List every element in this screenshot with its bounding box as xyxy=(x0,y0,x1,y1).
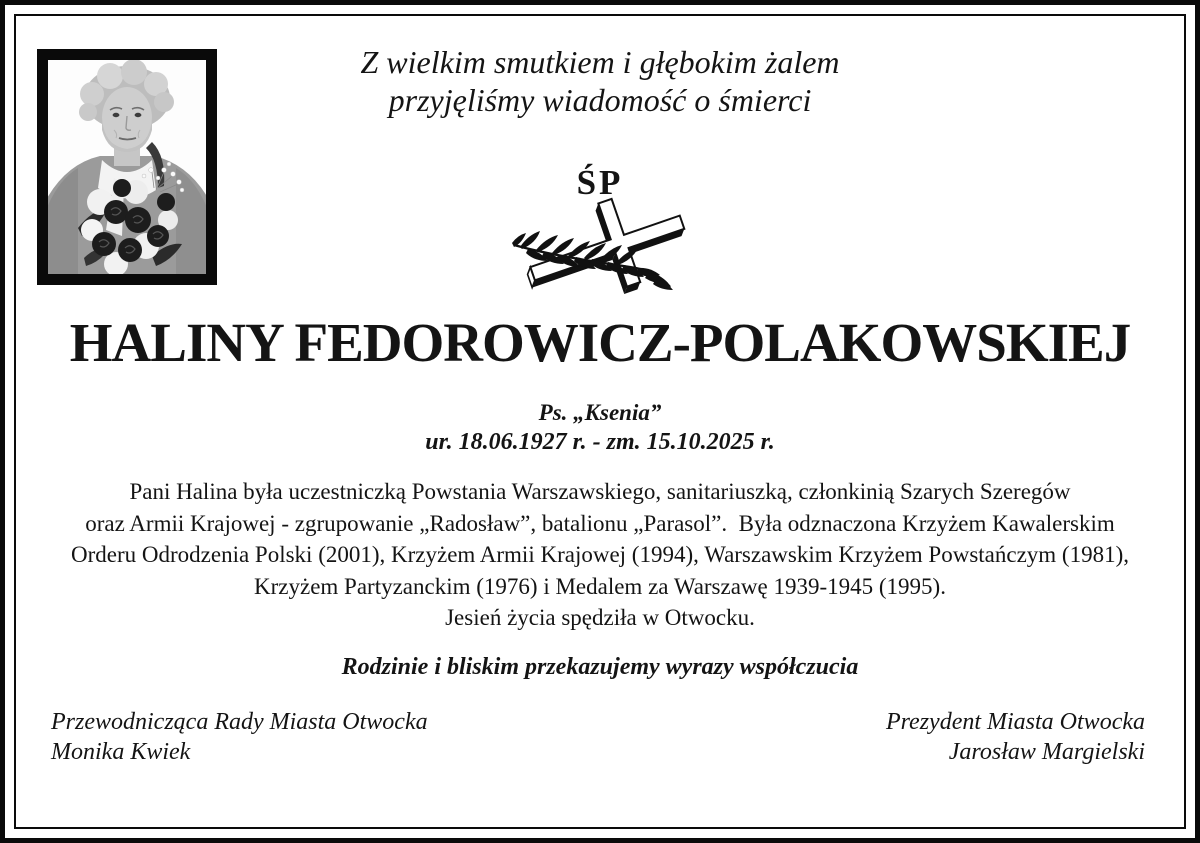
signature-left-name: Monika Kwiek xyxy=(51,739,191,765)
signature-right xyxy=(886,707,1145,767)
intro-line-2: przyjęliśmy wiadomość o śmierci xyxy=(388,82,812,118)
intro-text xyxy=(5,43,1195,119)
bio-line: Pani Halina była uczestniczką Powstania Warszawskiego, sanitariuszką, członkinią Szarych Szeregów xyxy=(129,479,1071,504)
signature-right-title: Prezydent Miasta Otwocka xyxy=(885,709,1145,735)
pseudonym: Ps. „Ksenia” xyxy=(538,400,662,425)
bio-line: Jesień życia spędziła w Otwocku. xyxy=(445,605,755,630)
signature-right-name: Jarosław Margielski xyxy=(948,739,1145,765)
signature-left xyxy=(51,707,428,767)
sp-abbreviation: ŚP xyxy=(576,163,624,202)
biography-paragraph xyxy=(5,476,1195,634)
condolence-line: Rodzinie i bliskim przekazujemy wyrazy współczucia xyxy=(341,654,859,680)
bio-line: Orderu Odrodzenia Polski (2001), Krzyżem Armii Krajowej (1994), Warszawskim Krzyżem Powstańczym (1981), xyxy=(71,542,1129,567)
life-dates: ur. 18.06.1927 r. - zm. 15.10.2025 r. xyxy=(425,429,775,455)
signatures xyxy=(51,707,1145,767)
bio-line: oraz Armii Krajowej - zgrupowanie „Radosław”, batalionu „Parasol”. Była odznaczona Krzyżem Kawalerskim xyxy=(85,510,1115,536)
bio-line: Krzyżem Partyzanckim (1976) i Medalem za Warszawę 1939-1945 (1995). xyxy=(254,573,946,599)
sp-cross-icon xyxy=(510,197,700,297)
signature-left-title: Przewodnicząca Rady Miasta Otwocka xyxy=(51,709,428,735)
intro-line-1: Z wielkim smutkiem i głębokim żalem xyxy=(360,44,840,80)
deceased-name: HALINY FEDOROWICZ-POLAKOWSKIEJ xyxy=(69,312,1131,373)
